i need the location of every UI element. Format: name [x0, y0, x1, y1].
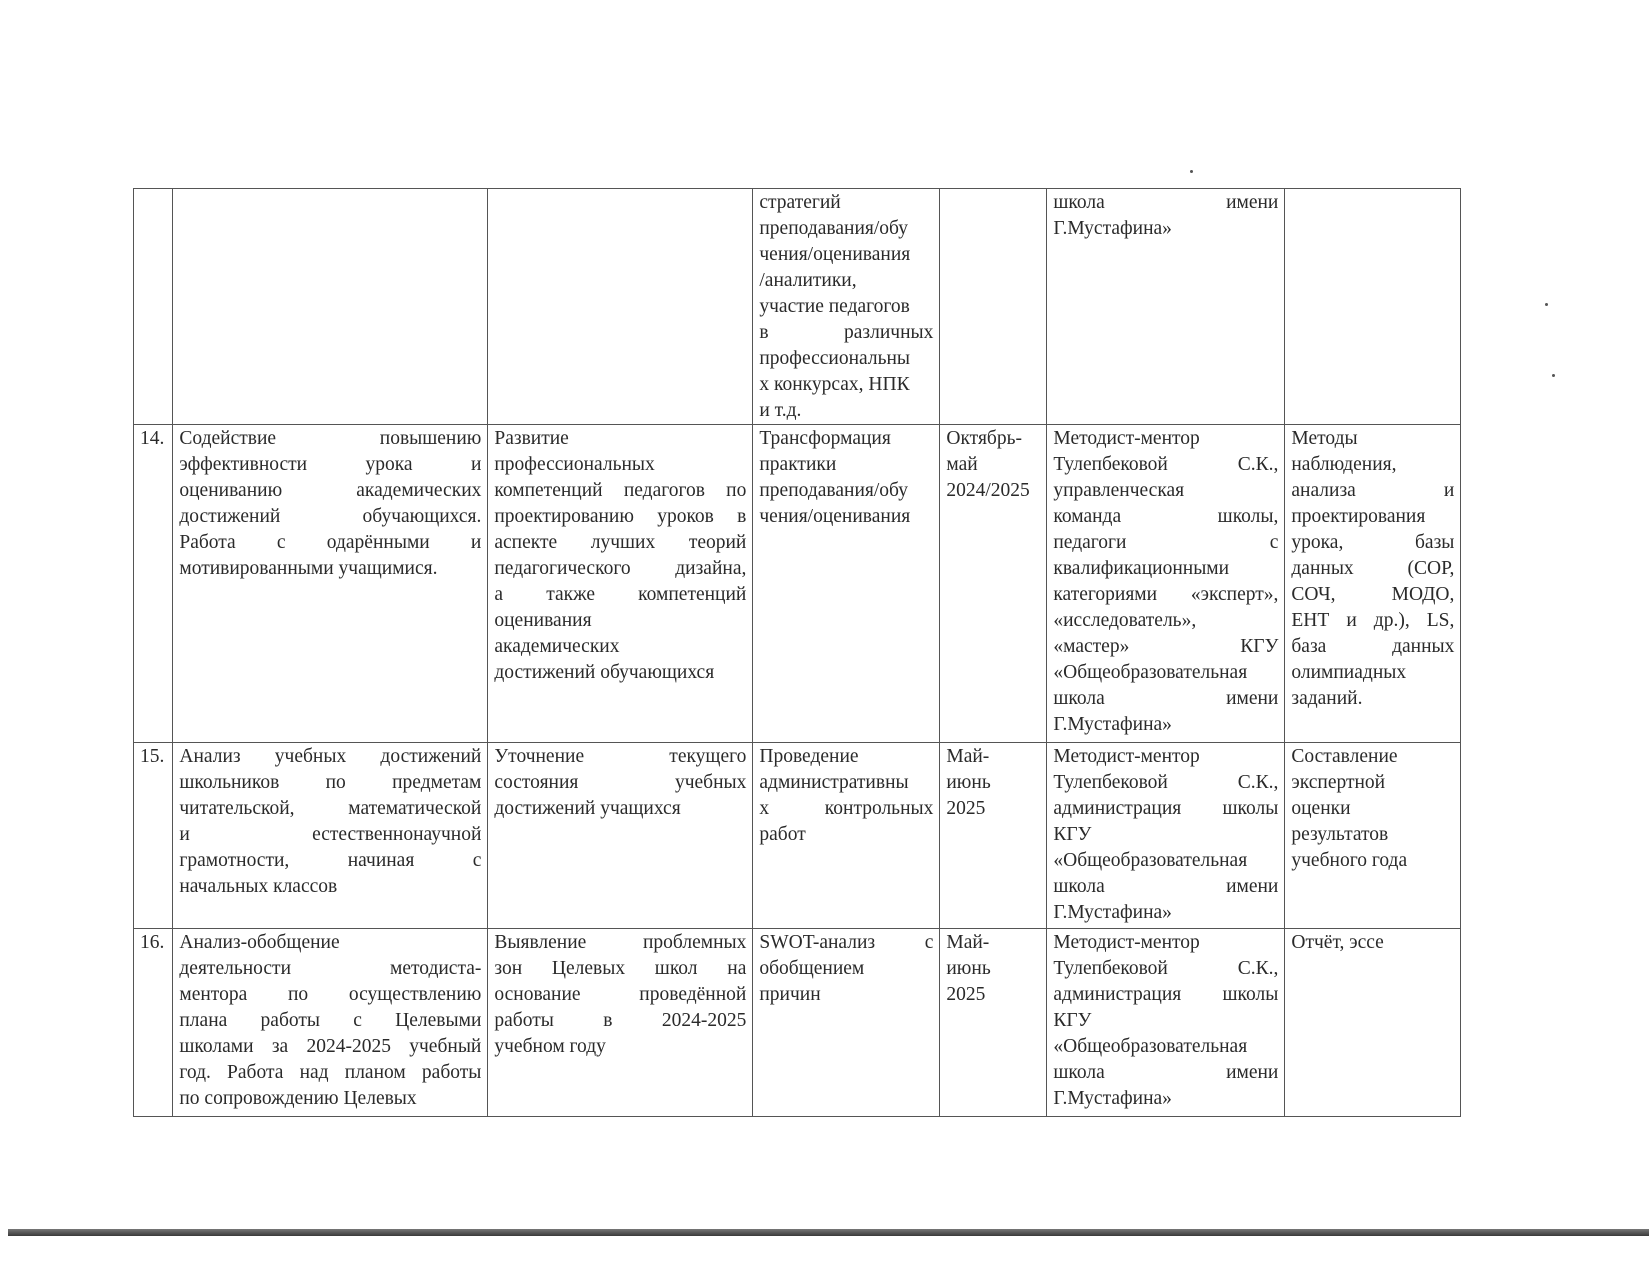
- cell-line: олимпиадных: [1291, 662, 1407, 683]
- cell-line: оценивания: [494, 610, 592, 631]
- form-cell: [753, 929, 940, 1117]
- cell-line: грамотности, начиная с: [179, 850, 482, 871]
- cell-line: Тулепбековой С.К.,: [1053, 958, 1279, 979]
- cell-line: академических: [494, 636, 620, 657]
- cell-line: достижений обучающихся.: [179, 506, 482, 527]
- cell-line: учебном году: [494, 1036, 606, 1057]
- cell-line: компетенций педагогов по: [494, 480, 747, 501]
- cell-line: Октябрь-: [946, 428, 1022, 449]
- row-number: 16.: [140, 932, 165, 953]
- cell-line: администрация школы: [1053, 798, 1279, 819]
- cell-line: Проведение: [759, 746, 859, 767]
- cell-line: основание проведённой: [494, 984, 747, 1005]
- cell-line: Тулепбековой С.К.,: [1053, 454, 1279, 475]
- cell-line: школьников по предметам: [179, 772, 482, 793]
- cell-line: Уточнение текущего: [494, 746, 747, 767]
- cell-line: КГУ: [1053, 1010, 1092, 1031]
- cell-line: начальных классов: [179, 876, 338, 897]
- cell-line: ЕНТ и др.), LS,: [1291, 610, 1455, 631]
- task-cell: [173, 189, 488, 425]
- cell-line: Тулепбековой С.К.,: [1053, 772, 1279, 793]
- scan-speck: [1545, 303, 1548, 306]
- cell-line: июнь: [946, 958, 991, 979]
- cell-line: Выявление проблемных: [494, 932, 747, 953]
- cell-line: оцениванию академических: [179, 480, 482, 501]
- cell-line: педагоги с: [1053, 532, 1279, 553]
- cell-line: Методист-ментор: [1053, 746, 1200, 767]
- cell-line: проектированию уроков в: [494, 506, 747, 527]
- goal-cell: [488, 425, 753, 743]
- cell-line: Методы: [1291, 428, 1358, 449]
- cell-line: по сопровождению Целевых: [179, 1088, 417, 1109]
- cell-line: SWOT-анализ с: [759, 932, 934, 953]
- cell-line: управленческая: [1053, 480, 1185, 501]
- cell-line: Май-: [946, 932, 990, 953]
- cell-line: причин: [759, 984, 821, 1005]
- table-row: [134, 929, 1461, 1117]
- cell-line: «Общеобразовательная: [1053, 1036, 1248, 1057]
- result-cell: [1285, 743, 1461, 929]
- cell-line: состояния учебных: [494, 772, 747, 793]
- cell-line: /аналитики,: [759, 270, 857, 291]
- cell-line: «исследователь»,: [1053, 610, 1197, 631]
- cell-line: год. Работа над планом работы: [179, 1062, 482, 1083]
- cell-line: чения/оценивания: [759, 506, 911, 527]
- result-cell: [1285, 929, 1461, 1117]
- cell-line: зон Целевых школ на: [494, 958, 747, 979]
- cell-line: Составление: [1291, 746, 1398, 767]
- cell-line: участие педагогов: [759, 296, 910, 317]
- cell-line: заданий.: [1291, 688, 1363, 709]
- cell-line: читательской, математической: [179, 798, 482, 819]
- cell-line: аспекте лучших теорий: [494, 532, 747, 553]
- cell-line: и т.д.: [759, 400, 802, 421]
- cell-line: мотивированными учащимися.: [179, 558, 438, 579]
- cell-line: оценки: [1291, 798, 1351, 819]
- task-cell: [173, 425, 488, 743]
- cell-line: работы в 2024-2025: [494, 1010, 747, 1031]
- cell-line: анализа и: [1291, 480, 1455, 501]
- cell-line: КГУ: [1053, 824, 1092, 845]
- cell-line: Г.Мустафина»: [1053, 714, 1172, 735]
- cell-line: «Общеобразовательная: [1053, 662, 1248, 683]
- cell-line: школа имени: [1053, 876, 1279, 897]
- row-number-cell: [134, 425, 173, 743]
- form-cell: [753, 189, 940, 425]
- cell-line: школами за 2024-2025 учебный: [179, 1036, 482, 1057]
- responsible-cell: [1047, 189, 1285, 425]
- table-row: [134, 189, 1461, 425]
- cell-line: Анализ-обобщение: [179, 932, 340, 953]
- row-number-cell: [134, 929, 173, 1117]
- form-cell: [753, 743, 940, 929]
- responsible-cell: [1047, 425, 1285, 743]
- cell-line: Анализ учебных достижений: [179, 746, 482, 767]
- cell-line: «мастер» КГУ: [1053, 636, 1279, 657]
- cell-line: Содействие повышению: [179, 428, 482, 449]
- cell-line: база данных: [1291, 636, 1455, 657]
- cell-line: Май-: [946, 746, 990, 767]
- cell-line: Развитие: [494, 428, 569, 449]
- responsible-cell: [1047, 929, 1285, 1117]
- cell-line: Трансформация: [759, 428, 891, 449]
- cell-line: Г.Мустафина»: [1053, 218, 1172, 239]
- term-cell: [940, 425, 1047, 743]
- cell-line: проектирования: [1291, 506, 1426, 527]
- cell-line: данных (СОР,: [1291, 558, 1455, 579]
- cell-line: май: [946, 454, 978, 475]
- scan-speck: [1190, 170, 1193, 173]
- cell-line: работ: [759, 824, 806, 845]
- term-cell: [940, 189, 1047, 425]
- cell-line: школа имени: [1053, 192, 1279, 213]
- cell-line: преподавания/обу: [759, 480, 908, 501]
- cell-line: деятельности методиста-: [179, 958, 482, 979]
- cell-line: школа имени: [1053, 688, 1279, 709]
- cell-line: практики: [759, 454, 837, 475]
- row-number-cell: [134, 189, 173, 425]
- term-cell: [940, 743, 1047, 929]
- cell-line: ментора по осуществлению: [179, 984, 482, 1005]
- cell-line: категориями «эксперт»,: [1053, 584, 1279, 605]
- cell-line: 2025: [946, 984, 986, 1005]
- cell-line: Отчёт, эссе: [1291, 932, 1384, 953]
- cell-line: профессиональных: [494, 454, 655, 475]
- result-cell: [1285, 425, 1461, 743]
- cell-line: достижений обучающихся: [494, 662, 715, 683]
- cell-line: чения/оценивания: [759, 244, 911, 265]
- cell-line: школа имени: [1053, 1062, 1279, 1083]
- cell-line: плана работы с Целевыми: [179, 1010, 482, 1031]
- term-cell: [940, 929, 1047, 1117]
- cell-line: экспертной: [1291, 772, 1386, 793]
- cell-line: команда школы,: [1053, 506, 1279, 527]
- cell-line: Г.Мустафина»: [1053, 1088, 1172, 1109]
- cell-line: х конкурсах, НПК: [759, 374, 910, 395]
- row-number: 14.: [140, 428, 165, 449]
- cell-line: администрация школы: [1053, 984, 1279, 1005]
- cell-line: стратегий: [759, 192, 841, 213]
- table-row: [134, 425, 1461, 743]
- cell-line: результатов: [1291, 824, 1389, 845]
- goal-cell: [488, 189, 753, 425]
- cell-line: 2024/2025: [946, 480, 1030, 501]
- cell-line: «Общеобразовательная: [1053, 850, 1248, 871]
- cell-line: Работа с одарёнными и: [179, 532, 482, 553]
- cell-line: июнь: [946, 772, 991, 793]
- goal-cell: [488, 929, 753, 1117]
- row-number: 15.: [140, 746, 165, 767]
- cell-line: Методист-ментор: [1053, 932, 1200, 953]
- cell-line: обобщением: [759, 958, 865, 979]
- cell-line: урока, базы: [1291, 532, 1455, 553]
- cell-line: учебного года: [1291, 850, 1408, 871]
- goal-cell: [488, 743, 753, 929]
- scan-edge-bar: [8, 1229, 1649, 1236]
- cell-line: Г.Мустафина»: [1053, 902, 1172, 923]
- task-cell: [173, 743, 488, 929]
- cell-line: Методист-ментор: [1053, 428, 1200, 449]
- cell-line: квалификационными: [1053, 558, 1230, 579]
- form-cell: [753, 425, 940, 743]
- table-row: [134, 743, 1461, 929]
- plan-table: [133, 188, 1461, 1117]
- cell-line: преподавания/обу: [759, 218, 908, 239]
- cell-line: СОЧ, МОДО,: [1291, 584, 1455, 605]
- cell-line: а также компетенций: [494, 584, 747, 605]
- row-number-cell: [134, 743, 173, 929]
- cell-line: эффективности урока и: [179, 454, 482, 475]
- scan-speck: [1552, 374, 1555, 377]
- cell-line: и естественнонаучной: [179, 824, 482, 845]
- cell-line: профессиональны: [759, 348, 911, 369]
- cell-line: наблюдения,: [1291, 454, 1397, 475]
- result-cell: [1285, 189, 1461, 425]
- responsible-cell: [1047, 743, 1285, 929]
- cell-line: х контрольных: [759, 798, 934, 819]
- cell-line: 2025: [946, 798, 986, 819]
- cell-line: достижений учащихся: [494, 798, 681, 819]
- cell-line: в различных: [759, 322, 934, 343]
- cell-line: педагогического дизайна,: [494, 558, 747, 579]
- task-cell: [173, 929, 488, 1117]
- cell-line: административны: [759, 772, 909, 793]
